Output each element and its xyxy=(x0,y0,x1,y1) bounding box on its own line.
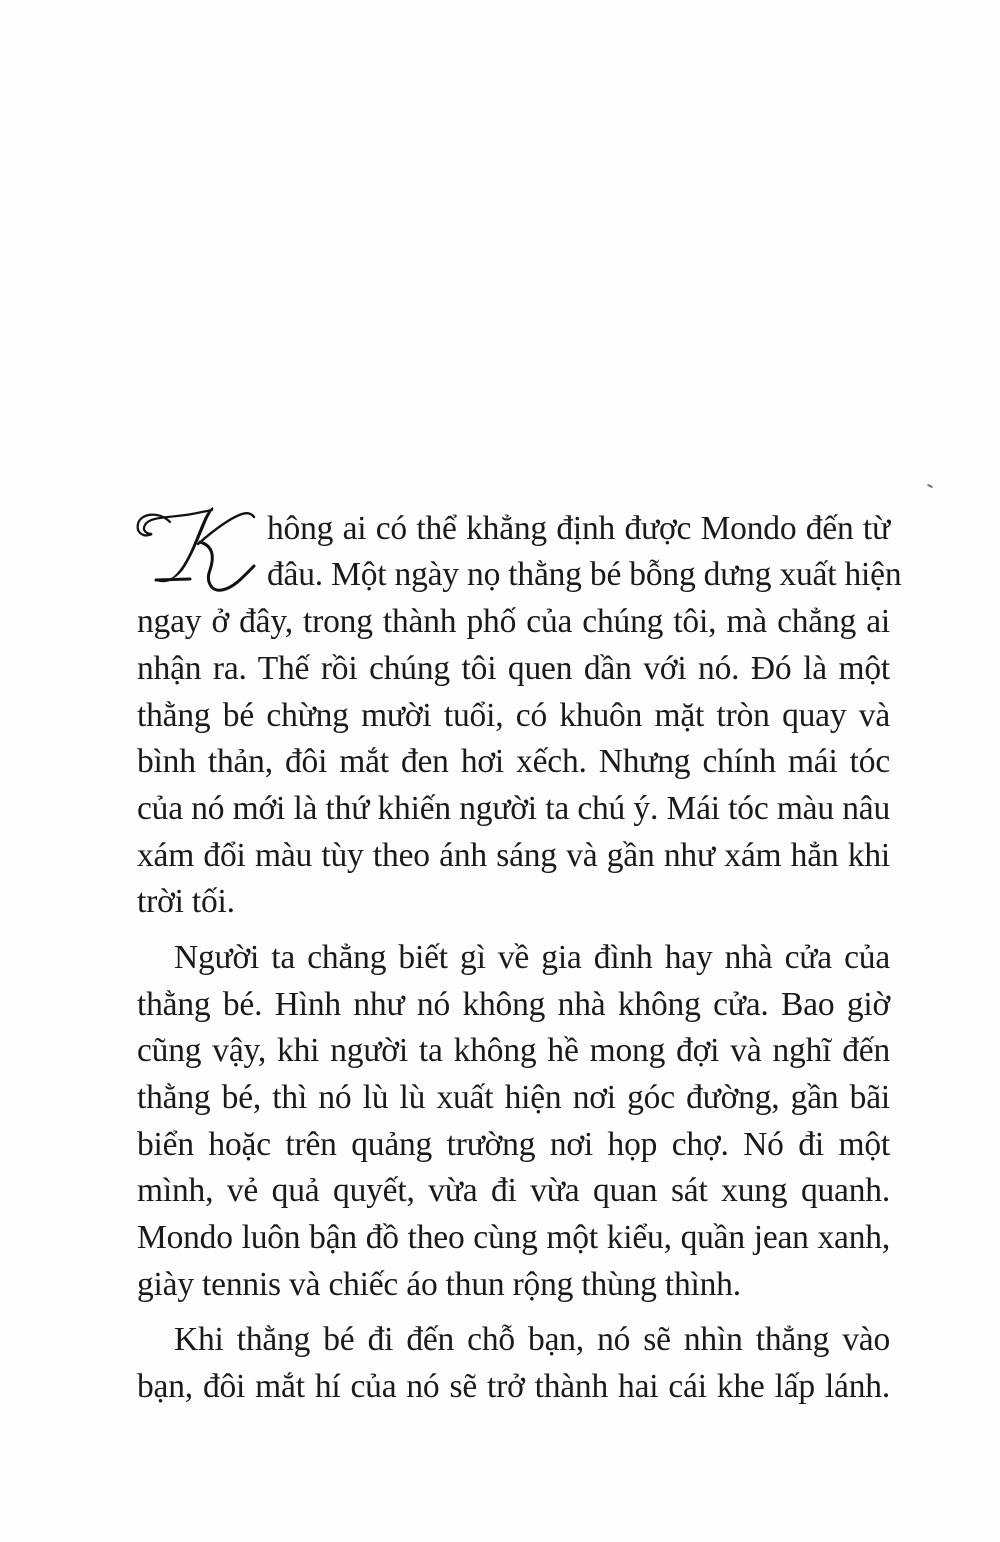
text-line: giày tennis và chiếc áo thun rộng thùng thình. xyxy=(137,1266,741,1303)
text-line: trời tối. xyxy=(137,883,235,920)
text-line: Mondo luôn bận đồ theo cùng một kiểu, quần jean xanh, xyxy=(137,1219,890,1256)
text-line: bình thản, đôi mắt đen hơi xếch. Nhưng chính mái tóc xyxy=(137,743,890,780)
text-line: thằng bé, thì nó lù lù xuất hiện nơi góc đường, gần bãi xyxy=(137,1079,890,1116)
text-line: xám đổi màu tùy theo ánh sáng và gần như xám hẳn khi xyxy=(137,837,890,874)
text-line: hông ai có thể khẳng định được Mondo đến từ xyxy=(267,510,890,547)
text-line: của nó mới là thứ khiến người ta chú ý. Mái tóc màu nâu xyxy=(137,790,890,827)
text-line: biển hoặc trên quảng trường nơi họp chợ. Nó đi một xyxy=(137,1126,890,1163)
text-line: nhận ra. Thế rồi chúng tôi quen dần với nó. Đó là một xyxy=(137,650,890,687)
text-line: mình, vẻ quả quyết, vừa đi vừa quan sát xung quanh. xyxy=(137,1172,890,1209)
text-line: ngay ở đây, trong thành phố của chúng tôi, mà chẳng ai xyxy=(137,603,890,640)
text-line: thằng bé chừng mười tuổi, có khuôn mặt tròn quay và xyxy=(137,697,890,734)
text-line: Khi thằng bé đi đến chỗ bạn, nó sẽ nhìn thẳng vào xyxy=(174,1321,890,1358)
drop-cap-k-icon xyxy=(130,500,270,595)
text-line: bạn, đôi mắt hí của nó sẽ trở thành hai cái khe lấp lánh. xyxy=(137,1368,890,1405)
text-line: thằng bé. Hình như nó không nhà không cửa. Bao giờ xyxy=(137,986,890,1023)
text-line: đâu. Một ngày nọ thằng bé bỗng dưng xuất hiện xyxy=(267,556,902,593)
text-line: Người ta chẳng biết gì về gia đình hay nhà cửa của xyxy=(174,939,890,976)
print-speck xyxy=(927,484,933,489)
text-line: cũng vậy, khi người ta không hề mong đợi và nghĩ đến xyxy=(137,1032,890,1069)
